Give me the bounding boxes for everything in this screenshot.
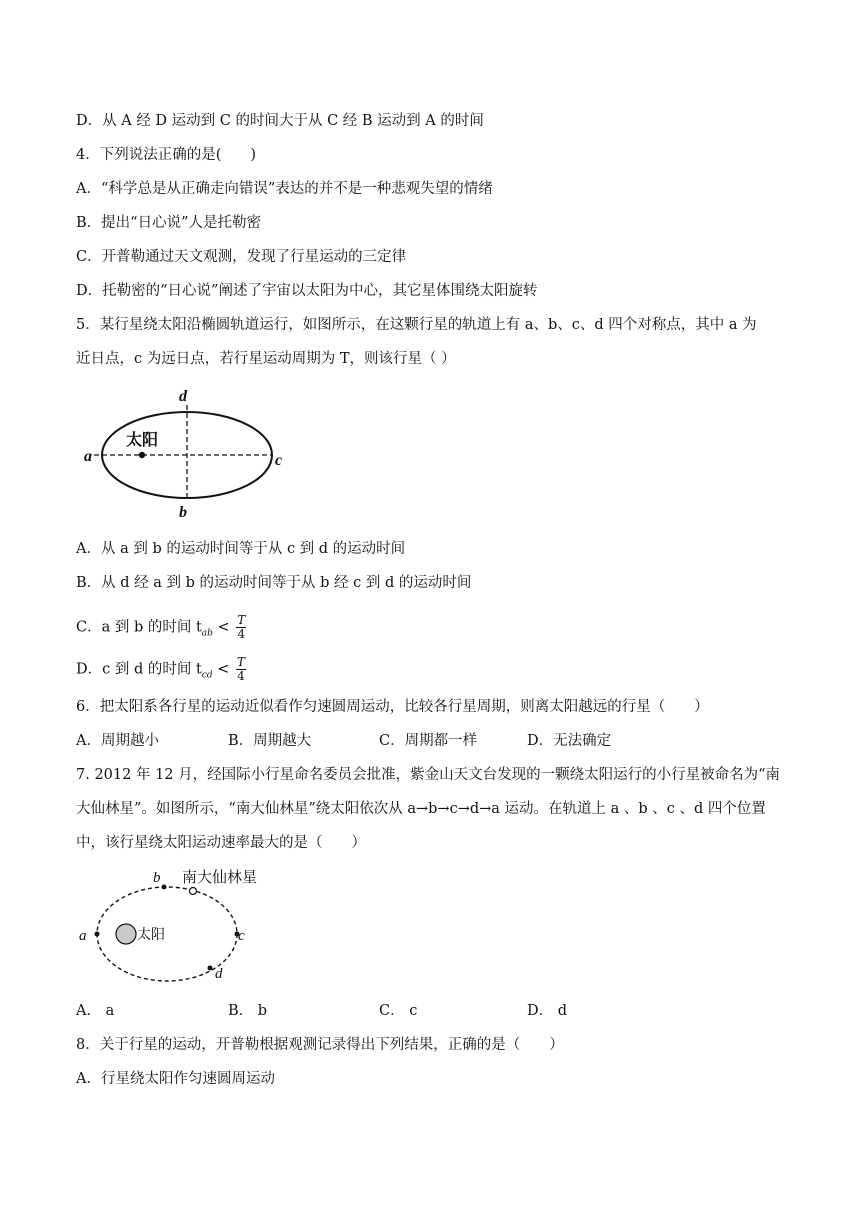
- q7-asteroid: [190, 888, 197, 895]
- q5-option-d-sub: cd: [201, 670, 213, 681]
- q7-point-b: b: [153, 870, 161, 886]
- q5-option-c-sub: ab: [201, 628, 213, 639]
- q6-option-c: C．周期都一样: [379, 733, 478, 749]
- q5-point-c: c: [275, 452, 283, 469]
- q5-point-b: b: [179, 504, 187, 521]
- fraction-denominator: 4: [237, 669, 245, 683]
- q6-option-b: B．周期越大: [228, 733, 312, 749]
- q5-option-d-lt: <: [217, 661, 230, 678]
- q3-option-d: D．从 A 经 D 运动到 C 的时间大于从 C 经 B 运动到 A 的时间: [76, 113, 484, 129]
- q6-stem: 6．把太阳系各行星的运动近似看作匀速圆周运动，比较各行星周期，则离太阳越远的行星（ ）: [76, 699, 709, 715]
- q4-option-a: A．“科学总是从正确走向错误”表达的并不是一种悲观失望的情绪: [76, 181, 493, 197]
- q7-sun-label: 太阳: [137, 927, 165, 943]
- q7-option-d: D． d: [527, 1003, 568, 1019]
- fraction-denominator: 4: [237, 627, 246, 641]
- q5-option-d-text: D．c 到 d 的时间 t: [76, 661, 202, 678]
- q7-point-b-dot: [162, 885, 167, 890]
- q5-orbit-figure: [80, 383, 300, 523]
- q7-orbit-figure: [74, 864, 304, 989]
- q4-option-d: D．托勒密的“日心说”阐述了宇宙以太阳为中心，其它星体围绕太阳旋转: [76, 283, 538, 299]
- fraction-numerator: T: [236, 655, 245, 669]
- q5-option-c: [76, 614, 246, 643]
- q5-option-d: [76, 656, 246, 685]
- q7-stem-line2: 大仙林星”。如图所示，“南大仙林星”绕太阳依次从 a→b→c→d→a 运动。在轨道上 a 、b 、c 、d 四个位置: [76, 801, 766, 817]
- q7-stem-line3: 中，该行星绕太阳运动速率最大的是（ ）: [76, 835, 366, 851]
- q6-option-a: A．周期越小: [76, 733, 159, 749]
- q7-point-c: c: [238, 928, 245, 944]
- q7-option-c: C． c: [379, 1003, 418, 1019]
- q5-point-a: a: [84, 448, 92, 465]
- q4-option-c: C．开普勒通过天文观测，发现了行星运动的三定律: [76, 249, 407, 265]
- q5-point-d: d: [179, 388, 187, 405]
- q4-stem: 4．下列说法正确的是( ): [76, 147, 257, 163]
- q5-option-d-fraction: [236, 656, 246, 683]
- q7-option-b: B． b: [228, 1003, 268, 1019]
- q7-point-d: d: [215, 966, 223, 982]
- fraction-numerator: T: [237, 613, 246, 627]
- q7-point-a: a: [79, 928, 87, 944]
- q7-option-a: A． a: [76, 1003, 115, 1019]
- q5-stem-line2: 近日点，c 为远日点，若行星运动周期为 T，则该行星（ ）: [76, 351, 456, 367]
- q7-point-d-dot: [208, 966, 213, 971]
- q5-option-c-text: C．a 到 b 的时间 t: [76, 619, 202, 636]
- q5-sun-label: 太阳: [126, 430, 159, 449]
- q5-stem-line1: 5．某行星绕太阳沿椭圆轨道运行，如图所示，在这颗行星的轨道上有 a、b、c、d 四个对称点，其中 a 为: [76, 317, 757, 333]
- q5-option-c-lt: <: [217, 619, 230, 636]
- q7-point-a-dot: [95, 932, 100, 937]
- q6-option-d: D．无法确定: [527, 733, 612, 749]
- q4-option-b: B．提出“日心说”人是托勒密: [76, 215, 261, 231]
- q7-planet-label: 南大仙林星: [182, 868, 258, 886]
- q7-stem-line1: 7. 2012 年 12 月，经国际小行星命名委员会批准，紫金山天文台发现的一颗绕太阳运行的小行星被命名为“南: [76, 767, 781, 783]
- q7-sun-circle: [116, 924, 136, 944]
- q5-sun-dot: [139, 452, 145, 458]
- q5-option-b: B．从 d 经 a 到 b 的运动时间等于从 b 经 c 到 d 的运动时间: [76, 575, 472, 591]
- q5-option-a: A．从 a 到 b 的运动时间等于从 c 到 d 的运动时间: [76, 541, 406, 557]
- q5-option-c-fraction: [236, 614, 246, 641]
- q8-stem: 8．关于行星的运动，开普勒根据观测记录得出下列结果，正确的是（ ）: [76, 1037, 564, 1053]
- q8-option-a: A．行星绕太阳作匀速圆周运动: [76, 1071, 275, 1087]
